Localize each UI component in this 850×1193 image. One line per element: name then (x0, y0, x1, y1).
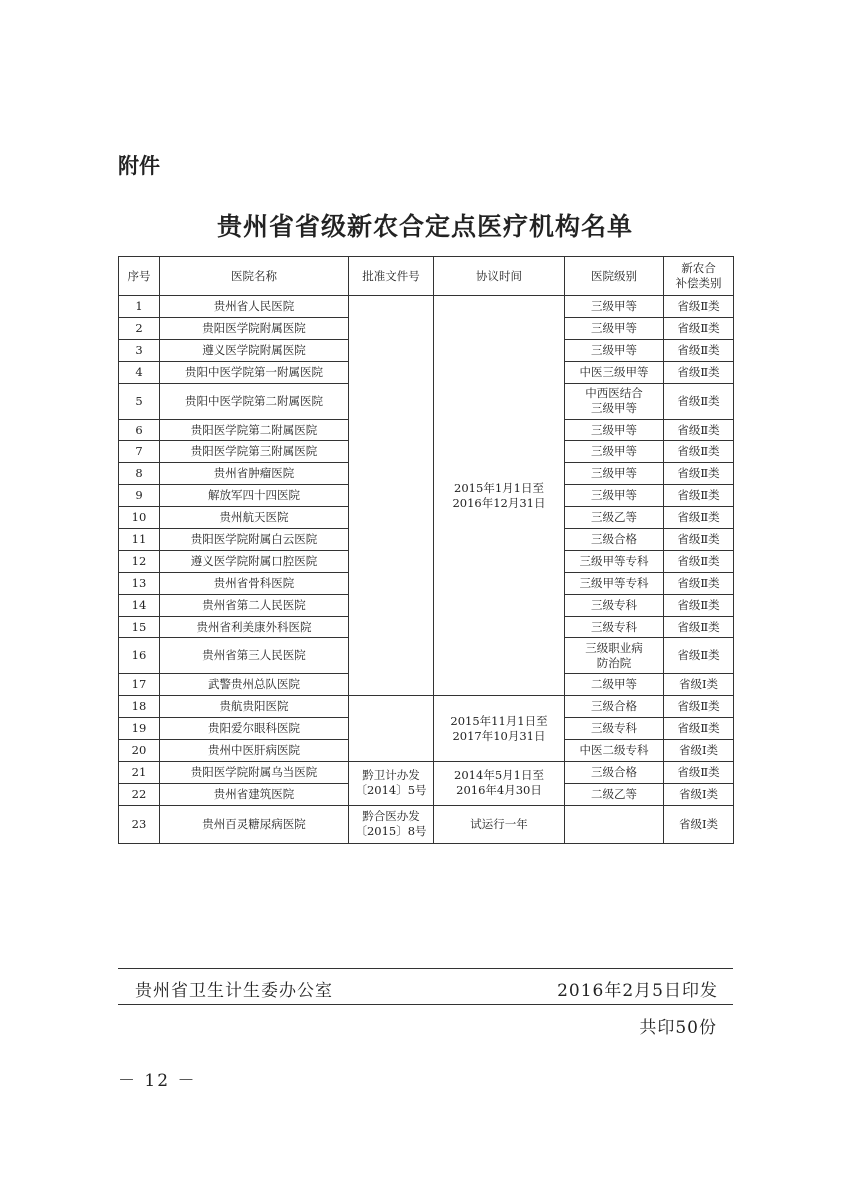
hospital-name: 武警贵州总队医院 (160, 674, 349, 696)
hospital-name: 贵州省第三人民医院 (160, 638, 349, 674)
hospital-level: 二级甲等 (565, 674, 664, 696)
table-header-row (119, 257, 734, 296)
hospital-name: 贵阳爱尔眼科医院 (160, 718, 349, 740)
compensation-category: 省级Ⅰ类 (664, 740, 734, 762)
compensation-category: 省级Ⅱ类 (664, 550, 734, 572)
table-row (119, 696, 734, 718)
header-no: 序号 (119, 257, 160, 296)
page-number: － 12 － (118, 1071, 197, 1091)
hospital-level: 中西医结合 三级甲等 (565, 383, 664, 419)
agreement-period: 试运行一年 (434, 805, 565, 843)
row-number: 13 (119, 572, 160, 594)
row-number: 19 (119, 718, 160, 740)
hospital-name: 贵阳医学院附属乌当医院 (160, 762, 349, 784)
compensation-category: 省级Ⅱ类 (664, 529, 734, 551)
hospital-name: 贵州省第二人民医院 (160, 594, 349, 616)
row-number: 10 (119, 507, 160, 529)
compensation-category: 省级Ⅱ类 (664, 718, 734, 740)
hospital-level: 三级甲等 (565, 419, 664, 441)
issuing-office: 贵州省卫生计生委办公室 (135, 981, 333, 1001)
compensation-category: 省级Ⅱ类 (664, 339, 734, 361)
hospital-level: 三级合格 (565, 529, 664, 551)
hospital-level: 三级甲等 (565, 339, 664, 361)
row-number: 17 (119, 674, 160, 696)
hospital-name: 贵阳医学院第三附属医院 (160, 441, 349, 463)
compensation-category: 省级Ⅱ类 (664, 441, 734, 463)
approval-doc (349, 696, 434, 762)
row-number: 6 (119, 419, 160, 441)
hospital-level: 三级乙等 (565, 507, 664, 529)
hospital-name: 贵州百灵糖尿病医院 (160, 805, 349, 843)
row-number: 18 (119, 696, 160, 718)
footer-top-rule (118, 968, 733, 969)
row-number: 14 (119, 594, 160, 616)
row-number: 21 (119, 762, 160, 784)
print-copies: 共印50份 (639, 1018, 717, 1038)
row-number: 16 (119, 638, 160, 674)
row-number: 4 (119, 361, 160, 383)
hospital-level: 三级专科 (565, 616, 664, 638)
row-number: 23 (119, 805, 160, 843)
hospital-level: 三级甲等 (565, 441, 664, 463)
hospital-name: 贵阳医学院第二附属医院 (160, 419, 349, 441)
hospital-level: 三级甲等 (565, 317, 664, 339)
hospital-level: 三级甲等 (565, 485, 664, 507)
hospital-level: 三级甲等 (565, 296, 664, 318)
approval-doc (349, 296, 434, 696)
header-level: 医院级别 (565, 257, 664, 296)
header-doc: 批准文件号 (349, 257, 434, 296)
compensation-category: 省级Ⅱ类 (664, 572, 734, 594)
document-title: 贵州省省级新农合定点医疗机构名单 (216, 212, 633, 241)
compensation-category: 省级Ⅰ类 (664, 805, 734, 843)
hospital-level: 三级合格 (565, 762, 664, 784)
agreement-period: 2014年5月1日至 2016年4月30日 (434, 762, 565, 806)
hospital-name: 贵州省肿瘤医院 (160, 463, 349, 485)
compensation-category: 省级Ⅱ类 (664, 296, 734, 318)
table-row (119, 762, 734, 784)
hospital-level: 三级职业病 防治院 (565, 638, 664, 674)
hospital-level: 三级甲等专科 (565, 550, 664, 572)
hospital-name: 贵阳医学院附属白云医院 (160, 529, 349, 551)
header-name: 医院名称 (160, 257, 349, 296)
hospital-name: 贵州中医肝病医院 (160, 740, 349, 762)
agreement-period: 2015年11月1日至 2017年10月31日 (434, 696, 565, 762)
compensation-category: 省级Ⅱ类 (664, 638, 734, 674)
table-row (119, 805, 734, 843)
compensation-category: 省级Ⅱ类 (664, 507, 734, 529)
row-number: 12 (119, 550, 160, 572)
hospital-table (118, 256, 734, 844)
compensation-category: 省级Ⅰ类 (664, 674, 734, 696)
compensation-category: 省级Ⅱ类 (664, 762, 734, 784)
hospital-level (565, 805, 664, 843)
hospital-level: 三级甲等专科 (565, 572, 664, 594)
approval-doc: 黔合医办发 〔2015〕8号 (349, 805, 434, 843)
row-number: 3 (119, 339, 160, 361)
footer-bottom-rule (118, 1004, 733, 1005)
hospital-level: 中医三级甲等 (565, 361, 664, 383)
print-date: 2016年2月5日印发 (557, 981, 718, 1001)
header-category: 新农合 补偿类别 (664, 257, 734, 296)
hospital-level: 三级专科 (565, 594, 664, 616)
hospital-level: 三级专科 (565, 718, 664, 740)
compensation-category: 省级Ⅱ类 (664, 317, 734, 339)
row-number: 8 (119, 463, 160, 485)
hospital-name: 遵义医学院附属口腔医院 (160, 550, 349, 572)
row-number: 2 (119, 317, 160, 339)
hospital-name: 贵州省骨科医院 (160, 572, 349, 594)
hospital-name: 解放军四十四医院 (160, 485, 349, 507)
hospital-name: 贵阳中医学院第一附属医院 (160, 361, 349, 383)
compensation-category: 省级Ⅰ类 (664, 783, 734, 805)
row-number: 9 (119, 485, 160, 507)
hospital-level: 三级合格 (565, 696, 664, 718)
row-number: 7 (119, 441, 160, 463)
row-number: 20 (119, 740, 160, 762)
compensation-category: 省级Ⅱ类 (664, 419, 734, 441)
hospital-name: 贵州省建筑医院 (160, 783, 349, 805)
row-number: 5 (119, 383, 160, 419)
row-number: 15 (119, 616, 160, 638)
hospital-name: 贵航贵阳医院 (160, 696, 349, 718)
table-row (119, 296, 734, 318)
row-number: 22 (119, 783, 160, 805)
hospital-name: 贵州省利美康外科医院 (160, 616, 349, 638)
hospital-level: 三级甲等 (565, 463, 664, 485)
approval-doc: 黔卫计办发 〔2014〕5号 (349, 762, 434, 806)
compensation-category: 省级Ⅱ类 (664, 594, 734, 616)
hospital-name: 遵义医学院附属医院 (160, 339, 349, 361)
compensation-category: 省级Ⅱ类 (664, 463, 734, 485)
hospital-name: 贵阳医学院附属医院 (160, 317, 349, 339)
hospital-level: 二级乙等 (565, 783, 664, 805)
hospital-name: 贵州航天医院 (160, 507, 349, 529)
row-number: 11 (119, 529, 160, 551)
compensation-category: 省级Ⅱ类 (664, 616, 734, 638)
compensation-category: 省级Ⅱ类 (664, 485, 734, 507)
row-number: 1 (119, 296, 160, 318)
agreement-period: 2015年1月1日至 2016年12月31日 (434, 296, 565, 696)
compensation-category: 省级Ⅱ类 (664, 361, 734, 383)
header-period: 协议时间 (434, 257, 565, 296)
attachment-label: 附件 (118, 154, 160, 178)
compensation-category: 省级Ⅱ类 (664, 383, 734, 419)
hospital-name: 贵州省人民医院 (160, 296, 349, 318)
hospital-level: 中医二级专科 (565, 740, 664, 762)
hospital-name: 贵阳中医学院第二附属医院 (160, 383, 349, 419)
compensation-category: 省级Ⅱ类 (664, 696, 734, 718)
